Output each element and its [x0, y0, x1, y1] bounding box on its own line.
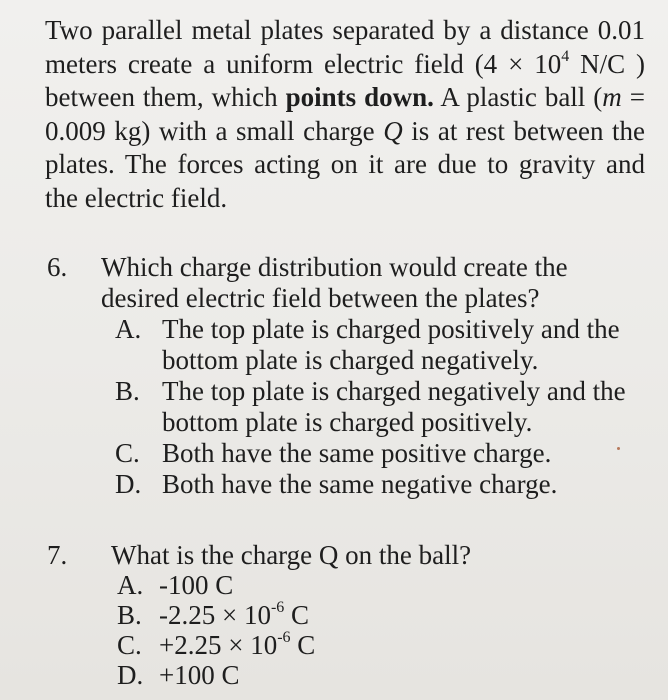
- question-6-number: 6.: [47, 252, 68, 282]
- intro-line-6: on it are due to gravity and the electric field.: [45, 149, 645, 213]
- question-7-option-a[interactable]: [117, 570, 637, 600]
- option-text: The top plate is charged negatively and the bottom plate is charged positively.: [162, 376, 626, 437]
- field-exponent: 4: [561, 47, 570, 65]
- option-letter: C.: [115, 438, 140, 468]
- option-letter: B.: [115, 376, 140, 406]
- option-exponent: -6: [270, 599, 285, 616]
- question-6-text: Which charge distribution would create the desired electric field between the plates?: [101, 252, 568, 313]
- question-7-option-d[interactable]: [117, 660, 637, 690]
- question-6-option-c[interactable]: [115, 438, 637, 469]
- problem-statement: [45, 14, 645, 215]
- question-6-options: [115, 314, 637, 500]
- option-text: The top plate is charged positively and the bottom plate is charged negatively.: [162, 314, 620, 375]
- question-6-option-b[interactable]: [115, 376, 637, 438]
- mass-symbol: m: [602, 82, 622, 112]
- question-7: [47, 540, 637, 690]
- option-letter: D.: [117, 660, 144, 690]
- question-6: [47, 252, 637, 500]
- option-letter: D.: [115, 469, 142, 499]
- intro-line-5: is at rest between the plates. The forces acting: [45, 115, 646, 179]
- field-value: ($4 \times 10^4$ N/C ) between them, which: [45, 47, 646, 112]
- question-7-option-b[interactable]: [117, 600, 637, 630]
- option-text: $-2.25 \times 10^{-6}$ C: [159, 599, 310, 630]
- option-letter: A.: [115, 314, 142, 344]
- points-down-emphasis: points down.: [285, 82, 434, 112]
- paper-speck: [617, 447, 620, 450]
- charge-symbol: Q: [383, 115, 403, 146]
- option-text: -100 C: [159, 570, 234, 600]
- question-7-text: What is the charge Q on the ball?: [111, 540, 472, 570]
- question-7-option-c[interactable]: [117, 630, 637, 660]
- option-exponent: -6: [277, 629, 291, 646]
- option-letter: C.: [117, 630, 142, 660]
- question-7-options: [117, 570, 637, 690]
- option-text: +100 C: [159, 660, 240, 690]
- question-6-option-d[interactable]: [115, 469, 637, 500]
- option-text: Both have the same negative charge.: [162, 469, 558, 499]
- option-letter: B.: [117, 600, 142, 630]
- intro-line-4b: = 0.009 kg) with a small charge: [45, 82, 645, 146]
- question-6-option-a[interactable]: [115, 314, 637, 376]
- intro-line-2: 0.01 meters create a uniform electric field: [45, 15, 645, 79]
- intro-line-1: Two parallel metal plates separated by a distance: [45, 15, 589, 45]
- question-7-number: 7.: [47, 540, 68, 570]
- option-letter: A.: [117, 570, 144, 600]
- intro-line-4a: A plastic ball (: [440, 82, 603, 112]
- option-text: $+2.25 \times 10^{-6}$ C: [159, 629, 316, 660]
- option-text: Both have the same positive charge.: [162, 438, 552, 468]
